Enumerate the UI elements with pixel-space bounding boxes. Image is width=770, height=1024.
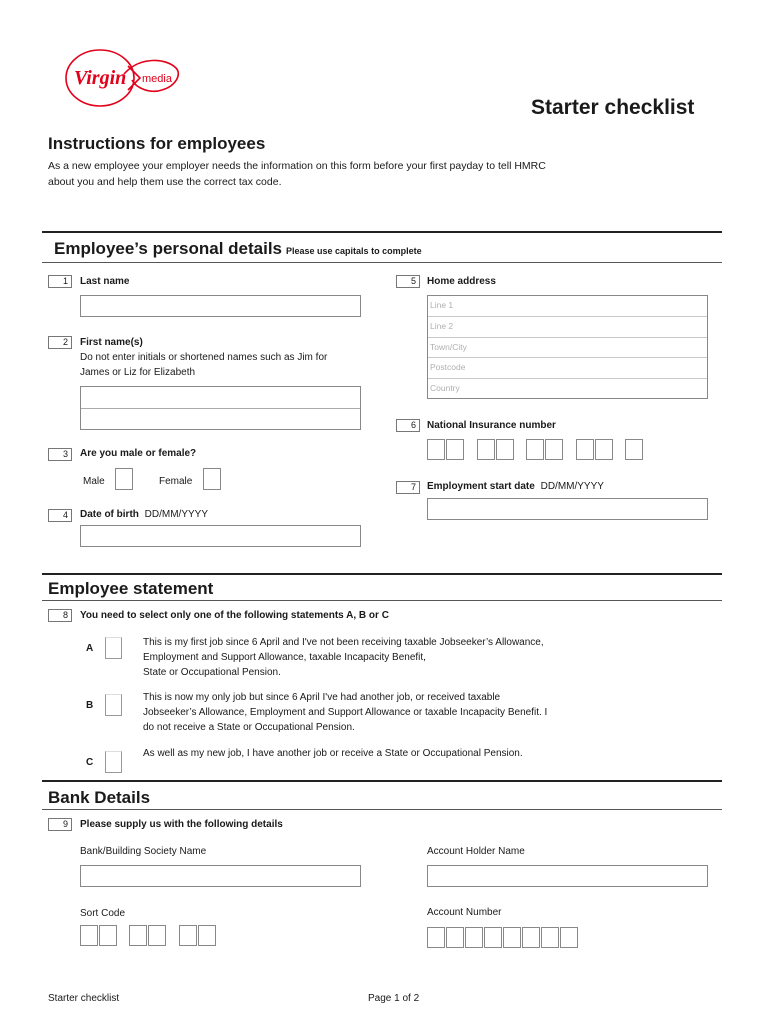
statement-a-letter: A [86, 643, 94, 654]
statement-b-line-1: This is now my only job but since 6 April I've had another job, or received taxable [143, 692, 501, 703]
ni-number-label: National Insurance number [427, 420, 556, 431]
account-digit-2[interactable] [446, 927, 464, 948]
statement-a-checkbox[interactable] [105, 637, 122, 659]
statement-b-letter: B [86, 700, 94, 711]
first-name-input[interactable] [80, 386, 361, 430]
account-holder-input[interactable] [427, 865, 708, 887]
sort-code-digit-5[interactable] [179, 925, 197, 946]
ni-digit-9[interactable] [625, 439, 643, 460]
dob-format: DD/MM/YYYY [144, 509, 209, 520]
sort-code-digit-2[interactable] [99, 925, 117, 946]
first-name-line-1 [81, 387, 360, 409]
first-name-help-1: Do not enter initials or shortened names such as Jim for [80, 352, 328, 363]
male-checkbox[interactable] [115, 468, 133, 490]
dob-label-text: Date of birth [80, 509, 139, 520]
female-label: Female [159, 476, 193, 487]
dob-input[interactable] [80, 525, 361, 547]
logo-media-text: media [142, 73, 172, 85]
address-postcode[interactable]: Postcode [428, 358, 707, 379]
ni-digit-6[interactable] [545, 439, 563, 460]
start-date-label [427, 481, 604, 492]
sort-code-digit-1[interactable] [80, 925, 98, 946]
account-holder-label: Account Holder Name [427, 846, 525, 857]
account-digit-8[interactable] [560, 927, 578, 948]
account-digit-7[interactable] [541, 927, 559, 948]
section-divider [42, 780, 722, 782]
section-underline [42, 809, 722, 810]
section-divider [42, 231, 722, 233]
statement-a-text [143, 635, 544, 680]
statement-b-text [143, 690, 547, 735]
ni-digit-8[interactable] [595, 439, 613, 460]
section-underline [42, 600, 722, 601]
footer-page-number: Page 1 of 2 [368, 993, 420, 1004]
address-line-2[interactable]: Line 2 [428, 317, 707, 338]
start-date-input[interactable] [427, 498, 708, 520]
account-digit-5[interactable] [503, 927, 521, 948]
home-address-label: Home address [427, 276, 496, 287]
sort-code-label: Sort Code [80, 908, 126, 919]
instructions-heading: Instructions for employees [48, 134, 266, 153]
start-date-label-text: Employment start date [427, 481, 535, 492]
bank-instruction: Please supply us with the following details [80, 819, 283, 830]
ni-digit-4[interactable] [496, 439, 514, 460]
ni-digit-7[interactable] [576, 439, 594, 460]
employee-statement-heading: Employee statement [48, 579, 214, 598]
question-number-4: 4 [48, 509, 72, 522]
instructions-line-1: As a new employee your employer needs the information on this form before your first payday to tell HMRC [48, 160, 546, 172]
question-number-9: 9 [48, 818, 72, 831]
first-name-help [80, 350, 327, 380]
bank-name-input[interactable] [80, 865, 361, 887]
sort-code-digit-3[interactable] [129, 925, 147, 946]
ni-digit-5[interactable] [526, 439, 544, 460]
sort-code-digit-4[interactable] [148, 925, 166, 946]
home-address-input[interactable] [427, 295, 708, 399]
question-number-3: 3 [48, 448, 72, 461]
question-number-5: 5 [396, 275, 420, 288]
statement-c-letter: C [86, 757, 94, 768]
male-label: Male [83, 476, 105, 487]
instructions-line-2: about you and help them use the correct tax code. [48, 176, 282, 188]
capitals-note: Please use capitals to complete [286, 246, 422, 256]
question-number-8: 8 [48, 609, 72, 622]
footer-document-name: Starter checklist [48, 993, 120, 1004]
statement-instruction: You need to select only one of the following statements A, B or C [80, 610, 389, 621]
bank-details-heading: Bank Details [48, 788, 151, 807]
account-digit-1[interactable] [427, 927, 445, 948]
address-town[interactable]: Town/City [428, 338, 707, 359]
question-number-1: 1 [48, 275, 72, 288]
section-underline [42, 262, 722, 263]
bank-name-label: Bank/Building Society Name [80, 846, 207, 857]
account-digit-4[interactable] [484, 927, 502, 948]
start-date-format: DD/MM/YYYY [540, 481, 604, 492]
statement-b-line-2: Jobseeker’s Allowance, Employment and Support Allowance or taxable Incapacity Benefit. I [143, 707, 548, 718]
account-number-label: Account Number [427, 907, 502, 918]
virgin-media-logo [58, 44, 198, 116]
statement-b-line-3: do not receive a State or Occupational Pension. [143, 722, 355, 733]
address-line-1[interactable]: Line 1 [428, 296, 707, 317]
instructions-text [48, 158, 648, 190]
last-name-input[interactable] [80, 295, 361, 317]
ni-digit-2[interactable] [446, 439, 464, 460]
gender-label: Are you male or female? [80, 448, 197, 459]
statement-c-text: As well as my new job, I have another job or receive a State or Occupational Pension. [143, 748, 523, 759]
statement-b-checkbox[interactable] [105, 694, 122, 716]
sort-code-digit-6[interactable] [198, 925, 216, 946]
dob-label [80, 509, 208, 520]
page-title: Starter checklist [531, 96, 695, 119]
section-divider [42, 573, 722, 575]
statement-a-line-3: State or Occupational Pension. [143, 667, 281, 678]
account-digit-3[interactable] [465, 927, 483, 948]
question-number-7: 7 [396, 481, 420, 494]
question-number-2: 2 [48, 336, 72, 349]
personal-heading-text: Employee’s personal details [54, 239, 283, 258]
logo-virgin-text: Virgin [74, 67, 127, 89]
first-name-help-2: James or Liz for Elizabeth [80, 367, 196, 378]
statement-c-checkbox[interactable] [105, 751, 122, 773]
ni-digit-1[interactable] [427, 439, 445, 460]
female-checkbox[interactable] [203, 468, 221, 490]
last-name-label: Last name [80, 276, 130, 287]
personal-details-heading [54, 239, 422, 259]
ni-digit-3[interactable] [477, 439, 495, 460]
statement-a-line-2: Employment and Support Allowance, taxable Incapacity Benefit, [143, 652, 426, 663]
account-digit-6[interactable] [522, 927, 540, 948]
first-name-label: First name(s) [80, 337, 143, 348]
address-country[interactable]: Country [430, 383, 460, 394]
statement-a-line-1: This is my first job since 6 April and I've not been receiving taxable Jobseeker’s Allowance, [143, 637, 544, 648]
question-number-6: 6 [396, 419, 420, 432]
